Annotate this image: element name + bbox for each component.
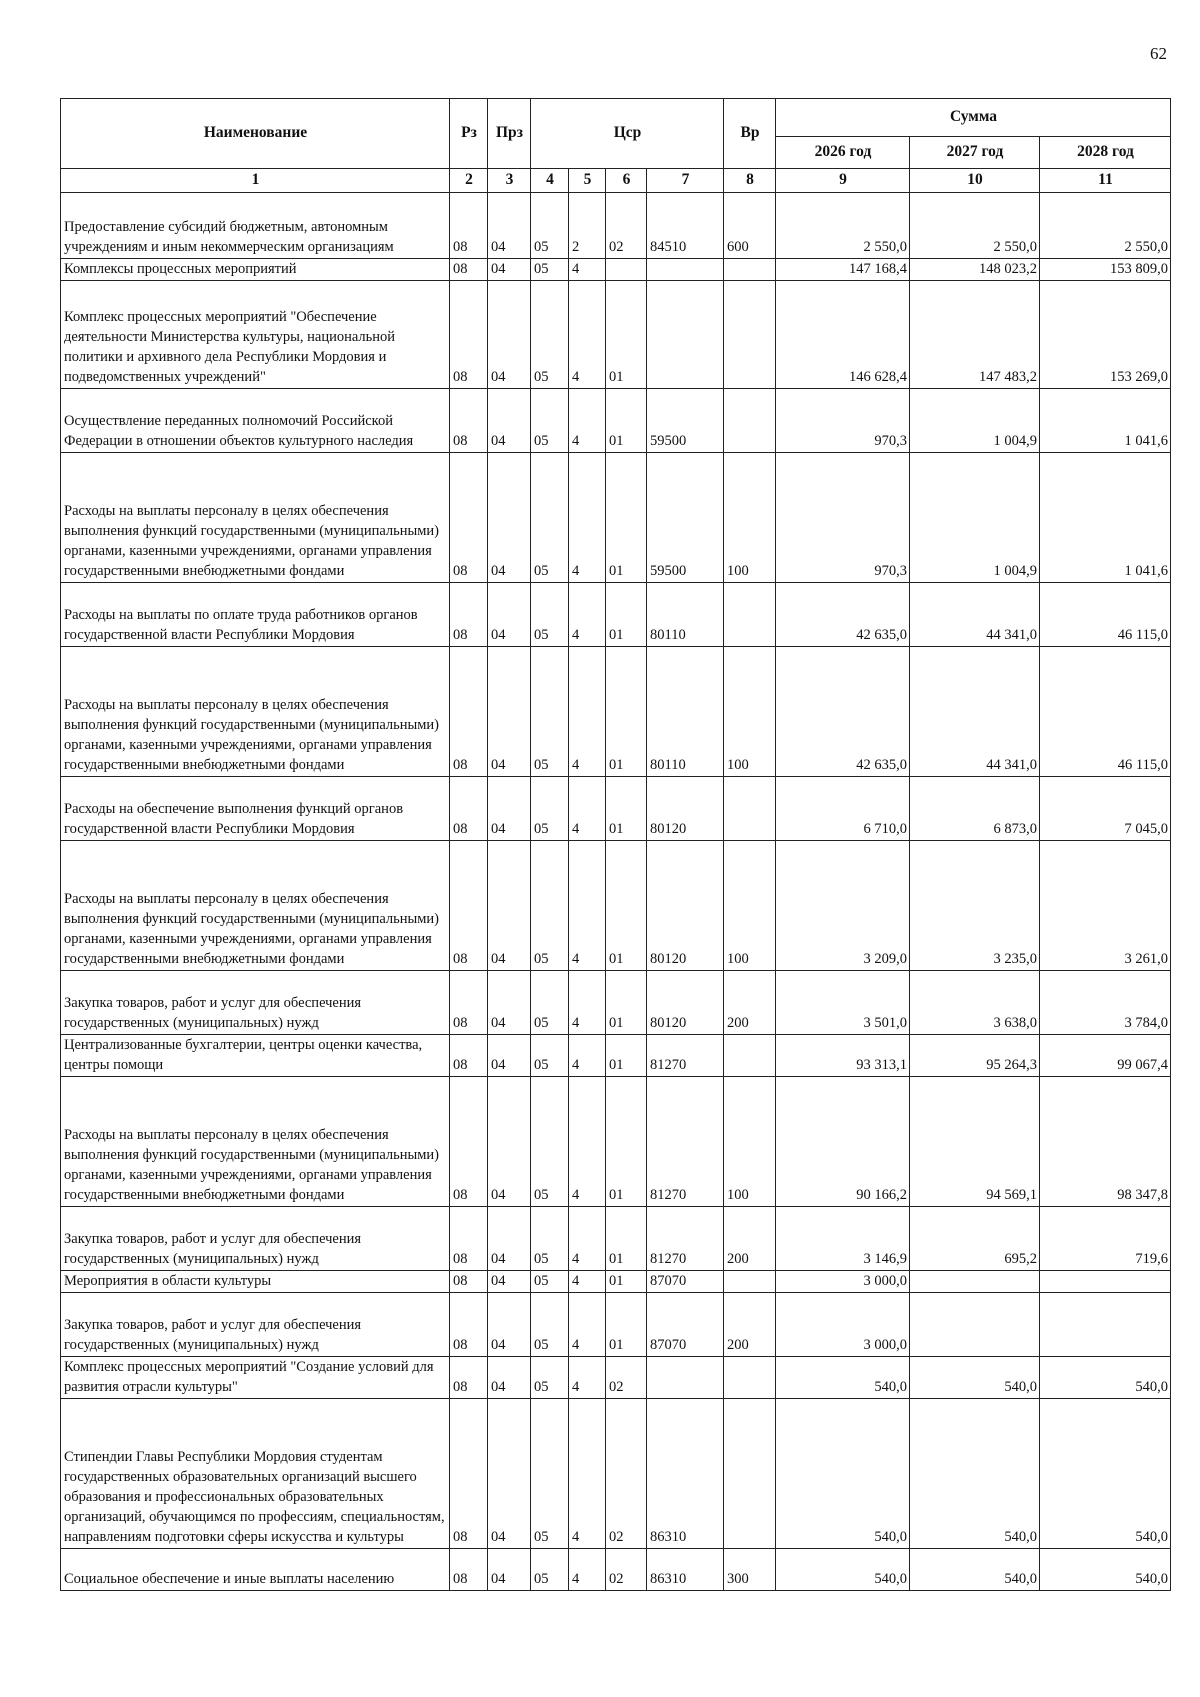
header-index: 3 (488, 169, 531, 193)
row-csr-6: 01 (606, 389, 647, 453)
row-rz: 08 (450, 1035, 488, 1077)
row-rz: 08 (450, 777, 488, 841)
header-csr: Цср (531, 99, 724, 169)
row-sum-2026: 93 313,1 (776, 1035, 910, 1077)
row-sum-2027 (910, 1271, 1040, 1293)
row-sum-2028: 1 041,6 (1040, 389, 1171, 453)
row-vr: 100 (724, 647, 776, 777)
row-csr-7: 81270 (647, 1035, 724, 1077)
row-name: Расходы на выплаты по оплате труда работников органов государственной власти Республики Мордовия (61, 583, 450, 647)
header-year-2028: 2028 год (1040, 137, 1171, 169)
row-rz: 08 (450, 389, 488, 453)
row-csr-6: 01 (606, 647, 647, 777)
table-row (61, 1271, 1171, 1293)
row-prz: 04 (488, 1077, 531, 1207)
row-csr-7 (647, 281, 724, 389)
row-vr (724, 1271, 776, 1293)
row-csr-4: 05 (531, 193, 569, 259)
row-csr-6: 01 (606, 583, 647, 647)
row-sum-2026: 3 209,0 (776, 841, 910, 971)
row-csr-4: 05 (531, 1357, 569, 1399)
table-row (61, 841, 1171, 971)
row-prz: 04 (488, 453, 531, 583)
row-name: Закупка товаров, работ и услуг для обеспечения государственных (муниципальных) нужд (61, 1207, 450, 1271)
row-sum-2027: 695,2 (910, 1207, 1040, 1271)
row-sum-2026: 970,3 (776, 389, 910, 453)
header-index: 4 (531, 169, 569, 193)
row-prz: 04 (488, 1035, 531, 1077)
row-csr-6: 01 (606, 1077, 647, 1207)
row-sum-2026: 970,3 (776, 453, 910, 583)
row-sum-2028: 46 115,0 (1040, 583, 1171, 647)
row-sum-2027: 6 873,0 (910, 777, 1040, 841)
row-csr-7: 80120 (647, 971, 724, 1035)
row-sum-2028: 153 269,0 (1040, 281, 1171, 389)
row-sum-2028: 153 809,0 (1040, 259, 1171, 281)
row-sum-2027: 95 264,3 (910, 1035, 1040, 1077)
table-row (61, 453, 1171, 583)
row-sum-2028: 2 550,0 (1040, 193, 1171, 259)
header-index: 6 (606, 169, 647, 193)
table-row (61, 1207, 1171, 1271)
row-vr: 200 (724, 1207, 776, 1271)
row-prz: 04 (488, 1271, 531, 1293)
row-name: Социальное обеспечение и иные выплаты населению (61, 1549, 450, 1591)
table-row (61, 281, 1171, 389)
header-index: 5 (569, 169, 606, 193)
row-rz: 08 (450, 1271, 488, 1293)
row-name: Мероприятия в области культуры (61, 1271, 450, 1293)
row-vr: 100 (724, 841, 776, 971)
row-csr-7: 80120 (647, 841, 724, 971)
table-row (61, 259, 1171, 281)
row-sum-2026: 6 710,0 (776, 777, 910, 841)
row-sum-2026: 3 000,0 (776, 1293, 910, 1357)
table-body (61, 193, 1171, 1591)
row-sum-2026: 2 550,0 (776, 193, 910, 259)
row-csr-6: 01 (606, 453, 647, 583)
row-csr-6: 02 (606, 1399, 647, 1549)
row-vr: 300 (724, 1549, 776, 1591)
row-csr-4: 05 (531, 1035, 569, 1077)
row-prz: 04 (488, 1207, 531, 1271)
row-vr (724, 777, 776, 841)
row-sum-2026: 3 146,9 (776, 1207, 910, 1271)
row-prz: 04 (488, 281, 531, 389)
row-sum-2026: 540,0 (776, 1399, 910, 1549)
row-sum-2028: 7 045,0 (1040, 777, 1171, 841)
row-csr-4: 05 (531, 971, 569, 1035)
row-csr-6: 01 (606, 971, 647, 1035)
row-csr-4: 05 (531, 1077, 569, 1207)
row-rz: 08 (450, 453, 488, 583)
row-name: Расходы на выплаты персоналу в целях обеспечения выполнения функций государственными (муниципальными) органами, казенными учреждениями, органами управления государственными внебюджетными фондами (61, 647, 450, 777)
row-rz: 08 (450, 259, 488, 281)
row-csr-4: 05 (531, 281, 569, 389)
row-csr-4: 05 (531, 1271, 569, 1293)
row-rz: 08 (450, 1357, 488, 1399)
row-sum-2027: 540,0 (910, 1399, 1040, 1549)
row-prz: 04 (488, 1399, 531, 1549)
row-sum-2028: 540,0 (1040, 1399, 1171, 1549)
header-year-2026: 2026 год (776, 137, 910, 169)
row-sum-2028: 46 115,0 (1040, 647, 1171, 777)
row-prz: 04 (488, 193, 531, 259)
row-csr-5: 4 (569, 281, 606, 389)
row-csr-6 (606, 259, 647, 281)
row-csr-5: 4 (569, 1293, 606, 1357)
row-prz: 04 (488, 841, 531, 971)
row-name: Закупка товаров, работ и услуг для обеспечения государственных (муниципальных) нужд (61, 971, 450, 1035)
table-row (61, 777, 1171, 841)
header-index: 9 (776, 169, 910, 193)
row-csr-5: 4 (569, 777, 606, 841)
row-csr-6: 01 (606, 1207, 647, 1271)
row-vr (724, 583, 776, 647)
row-sum-2028: 540,0 (1040, 1549, 1171, 1591)
header-year-2027: 2027 год (910, 137, 1040, 169)
header-index: 1 (61, 169, 450, 193)
row-rz: 08 (450, 1549, 488, 1591)
row-csr-7: 84510 (647, 193, 724, 259)
row-vr (724, 1399, 776, 1549)
row-sum-2026: 42 635,0 (776, 583, 910, 647)
row-name: Комплекс процессных мероприятий "Создание условий для развития отрасли культуры" (61, 1357, 450, 1399)
row-csr-4: 05 (531, 1549, 569, 1591)
table-row (61, 389, 1171, 453)
row-sum-2027: 540,0 (910, 1549, 1040, 1591)
row-vr: 100 (724, 453, 776, 583)
row-sum-2027: 94 569,1 (910, 1077, 1040, 1207)
row-vr (724, 389, 776, 453)
header-index: 10 (910, 169, 1040, 193)
row-sum-2028: 540,0 (1040, 1357, 1171, 1399)
row-csr-4: 05 (531, 1293, 569, 1357)
table-row (61, 1077, 1171, 1207)
row-csr-5: 4 (569, 1549, 606, 1591)
row-rz: 08 (450, 281, 488, 389)
row-sum-2026: 3 000,0 (776, 1271, 910, 1293)
row-name: Расходы на выплаты персоналу в целях обеспечения выполнения функций государственными (муниципальными) органами, казенными учреждениями, органами управления государственными внебюджетными фондами (61, 1077, 450, 1207)
row-csr-5: 4 (569, 647, 606, 777)
row-prz: 04 (488, 1293, 531, 1357)
row-sum-2026: 42 635,0 (776, 647, 910, 777)
row-csr-5: 4 (569, 841, 606, 971)
row-vr (724, 281, 776, 389)
row-sum-2028: 99 067,4 (1040, 1035, 1171, 1077)
table-row (61, 1549, 1171, 1591)
row-rz: 08 (450, 1399, 488, 1549)
row-csr-7: 87070 (647, 1293, 724, 1357)
row-sum-2026: 147 168,4 (776, 259, 910, 281)
table-row (61, 1293, 1171, 1357)
table-row (61, 971, 1171, 1035)
row-sum-2027: 2 550,0 (910, 193, 1040, 259)
row-name: Расходы на выплаты персоналу в целях обеспечения выполнения функций государственными (муниципальными) органами, казенными учреждениями, органами управления государственными внебюджетными фондами (61, 453, 450, 583)
row-prz: 04 (488, 777, 531, 841)
row-csr-5: 4 (569, 259, 606, 281)
row-rz: 08 (450, 193, 488, 259)
row-name: Расходы на выплаты персоналу в целях обеспечения выполнения функций государственными (муниципальными) органами, казенными учреждениями, органами управления государственными внебюджетными фондами (61, 841, 450, 971)
row-sum-2026: 540,0 (776, 1549, 910, 1591)
row-csr-7: 86310 (647, 1549, 724, 1591)
row-sum-2027: 148 023,2 (910, 259, 1040, 281)
row-name: Предоставление субсидий бюджетным, автономным учреждениям и иным некоммерческим организациям (61, 193, 450, 259)
row-csr-7: 86310 (647, 1399, 724, 1549)
row-sum-2028: 98 347,8 (1040, 1077, 1171, 1207)
row-name: Закупка товаров, работ и услуг для обеспечения государственных (муниципальных) нужд (61, 1293, 450, 1357)
row-csr-7: 80110 (647, 583, 724, 647)
row-csr-5: 4 (569, 971, 606, 1035)
row-prz: 04 (488, 1549, 531, 1591)
row-rz: 08 (450, 1207, 488, 1271)
row-sum-2027: 3 638,0 (910, 971, 1040, 1035)
row-csr-7: 81270 (647, 1077, 724, 1207)
row-sum-2026: 3 501,0 (776, 971, 910, 1035)
row-csr-6: 01 (606, 841, 647, 971)
row-csr-7: 80110 (647, 647, 724, 777)
row-vr: 100 (724, 1077, 776, 1207)
row-name: Осуществление переданных полномочий Российской Федерации в отношении объектов культурного наследия (61, 389, 450, 453)
row-prz: 04 (488, 971, 531, 1035)
header-sum: Сумма (776, 99, 1171, 137)
row-name: Стипендии Главы Республики Мордовия студентам государственных образовательных организаций высшего образования и профессиональных образовательных организаций, обучающимся по профессиям, специальностям, направлениям подготовки сферы искусства и культуры (61, 1399, 450, 1549)
row-sum-2028: 3 784,0 (1040, 971, 1171, 1035)
row-sum-2026: 90 166,2 (776, 1077, 910, 1207)
row-prz: 04 (488, 1357, 531, 1399)
row-csr-4: 05 (531, 1399, 569, 1549)
row-sum-2028: 1 041,6 (1040, 453, 1171, 583)
row-rz: 08 (450, 647, 488, 777)
row-sum-2027: 1 004,9 (910, 389, 1040, 453)
row-vr: 600 (724, 193, 776, 259)
row-csr-4: 05 (531, 389, 569, 453)
row-csr-4: 05 (531, 647, 569, 777)
header-vr: Вр (724, 99, 776, 169)
row-csr-6: 02 (606, 193, 647, 259)
row-csr-4: 05 (531, 259, 569, 281)
row-rz: 08 (450, 1077, 488, 1207)
row-csr-5: 4 (569, 1399, 606, 1549)
row-prz: 04 (488, 647, 531, 777)
row-sum-2027: 1 004,9 (910, 453, 1040, 583)
table-row (61, 1035, 1171, 1077)
header-name: Наименование (61, 99, 450, 169)
row-rz: 08 (450, 1293, 488, 1357)
row-sum-2027: 44 341,0 (910, 583, 1040, 647)
row-csr-6: 01 (606, 1035, 647, 1077)
row-csr-5: 4 (569, 389, 606, 453)
row-csr-4: 05 (531, 841, 569, 971)
header-prz: Прз (488, 99, 531, 169)
row-csr-4: 05 (531, 1207, 569, 1271)
row-vr (724, 1357, 776, 1399)
budget-table (60, 98, 1171, 1591)
row-rz: 08 (450, 583, 488, 647)
row-csr-7: 87070 (647, 1271, 724, 1293)
header-index: 7 (647, 169, 724, 193)
row-csr-6: 01 (606, 1271, 647, 1293)
row-csr-7 (647, 1357, 724, 1399)
row-sum-2027: 44 341,0 (910, 647, 1040, 777)
row-csr-5: 4 (569, 1207, 606, 1271)
row-prz: 04 (488, 583, 531, 647)
row-vr: 200 (724, 1293, 776, 1357)
row-vr (724, 1035, 776, 1077)
row-sum-2027: 540,0 (910, 1357, 1040, 1399)
row-vr: 200 (724, 971, 776, 1035)
row-csr-7: 81270 (647, 1207, 724, 1271)
row-csr-5: 4 (569, 453, 606, 583)
row-sum-2027 (910, 1293, 1040, 1357)
row-csr-6: 02 (606, 1549, 647, 1591)
table-row (61, 583, 1171, 647)
row-sum-2028 (1040, 1271, 1171, 1293)
row-csr-5: 4 (569, 1035, 606, 1077)
table-row (61, 647, 1171, 777)
row-csr-5: 4 (569, 583, 606, 647)
row-rz: 08 (450, 971, 488, 1035)
row-prz: 04 (488, 259, 531, 281)
row-csr-5: 4 (569, 1077, 606, 1207)
row-name: Централизованные бухгалтерии, центры оценки качества, центры помощи (61, 1035, 450, 1077)
row-sum-2028: 719,6 (1040, 1207, 1171, 1271)
header-index: 2 (450, 169, 488, 193)
row-csr-6: 01 (606, 1293, 647, 1357)
row-vr (724, 259, 776, 281)
table-row (61, 193, 1171, 259)
row-csr-6: 01 (606, 777, 647, 841)
header-rz: Рз (450, 99, 488, 169)
row-csr-7 (647, 259, 724, 281)
table-row (61, 1357, 1171, 1399)
row-rz: 08 (450, 841, 488, 971)
header-index: 11 (1040, 169, 1171, 193)
row-sum-2027: 3 235,0 (910, 841, 1040, 971)
row-sum-2027: 147 483,2 (910, 281, 1040, 389)
row-csr-5: 4 (569, 1271, 606, 1293)
row-csr-4: 05 (531, 583, 569, 647)
row-prz: 04 (488, 389, 531, 453)
row-csr-6: 01 (606, 281, 647, 389)
row-csr-7: 59500 (647, 453, 724, 583)
row-csr-5: 4 (569, 1357, 606, 1399)
page-number: 62 (1150, 44, 1167, 63)
row-csr-7: 59500 (647, 389, 724, 453)
row-csr-6: 02 (606, 1357, 647, 1399)
row-csr-4: 05 (531, 453, 569, 583)
row-sum-2026: 540,0 (776, 1357, 910, 1399)
row-csr-7: 80120 (647, 777, 724, 841)
row-csr-4: 05 (531, 777, 569, 841)
row-csr-5: 2 (569, 193, 606, 259)
row-name: Расходы на обеспечение выполнения функций органов государственной власти Республики Мордовия (61, 777, 450, 841)
row-sum-2026: 146 628,4 (776, 281, 910, 389)
row-name: Комплексы процессных мероприятий (61, 259, 450, 281)
table-row (61, 1399, 1171, 1549)
row-name: Комплекс процессных мероприятий "Обеспечение деятельности Министерства культуры, национальной политики и архивного дела Республики Мордовия и подведомственных учреждений" (61, 281, 450, 389)
row-sum-2028: 3 261,0 (1040, 841, 1171, 971)
header-index: 8 (724, 169, 776, 193)
row-sum-2028 (1040, 1293, 1171, 1357)
